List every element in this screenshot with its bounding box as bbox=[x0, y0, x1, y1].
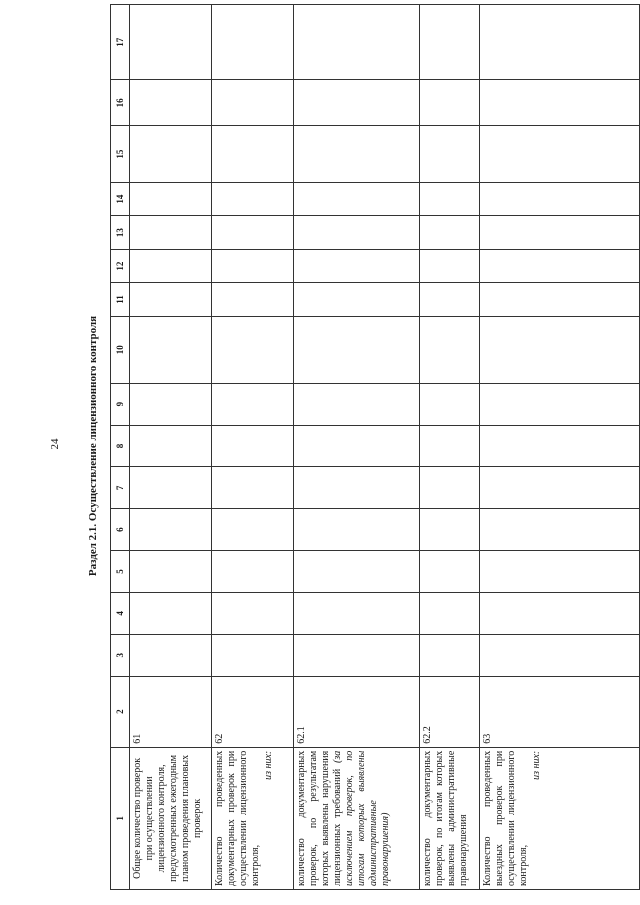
data-cell[interactable] bbox=[420, 592, 480, 634]
row-label-cell bbox=[130, 747, 212, 889]
data-cell[interactable] bbox=[294, 592, 420, 634]
data-cell[interactable] bbox=[480, 509, 640, 551]
page-number: 24 bbox=[49, 438, 61, 450]
data-cell[interactable] bbox=[212, 316, 294, 383]
data-cell[interactable] bbox=[212, 383, 294, 425]
row-code: 62 bbox=[212, 676, 294, 747]
data-cell[interactable] bbox=[480, 126, 640, 182]
table-row bbox=[212, 5, 294, 890]
data-cell[interactable] bbox=[130, 509, 212, 551]
report-table-canvas bbox=[110, 4, 640, 890]
data-cell[interactable] bbox=[130, 249, 212, 282]
row-sub-label: из них: bbox=[531, 750, 542, 780]
data-cell[interactable] bbox=[420, 283, 480, 316]
row-label: количество документарных проверок, по итогам которых выявлены административные правонарушения bbox=[422, 750, 469, 886]
data-cell[interactable] bbox=[212, 425, 294, 467]
data-cell[interactable] bbox=[420, 80, 480, 126]
header-cell: 10 bbox=[111, 316, 130, 383]
row-sub-label: из них: bbox=[263, 750, 274, 780]
data-cell[interactable] bbox=[212, 182, 294, 215]
header-cell: 2 bbox=[111, 676, 130, 747]
row-label: количество документарных проверок, по результатам которых выявлены нарушения лицензионных требований bbox=[296, 750, 343, 886]
data-cell[interactable] bbox=[212, 634, 294, 676]
data-cell[interactable] bbox=[212, 467, 294, 509]
data-cell[interactable] bbox=[480, 383, 640, 425]
header-cell: 17 bbox=[111, 5, 130, 80]
data-cell[interactable] bbox=[294, 182, 420, 215]
data-cell[interactable] bbox=[480, 182, 640, 215]
data-cell[interactable] bbox=[480, 634, 640, 676]
header-cell: 4 bbox=[111, 592, 130, 634]
data-cell[interactable] bbox=[294, 316, 420, 383]
data-cell[interactable] bbox=[480, 80, 640, 126]
data-cell[interactable] bbox=[130, 383, 212, 425]
header-cell: 3 bbox=[111, 634, 130, 676]
data-cell[interactable] bbox=[212, 80, 294, 126]
data-cell[interactable] bbox=[420, 383, 480, 425]
data-cell[interactable] bbox=[420, 5, 480, 80]
data-cell[interactable] bbox=[130, 551, 212, 593]
data-cell[interactable] bbox=[420, 182, 480, 215]
data-cell[interactable] bbox=[420, 634, 480, 676]
data-cell[interactable] bbox=[294, 509, 420, 551]
row-code: 61 bbox=[130, 676, 212, 747]
header-cell: 6 bbox=[111, 509, 130, 551]
data-cell[interactable] bbox=[420, 249, 480, 282]
data-cell[interactable] bbox=[294, 634, 420, 676]
data-cell[interactable] bbox=[212, 283, 294, 316]
data-cell[interactable] bbox=[294, 216, 420, 249]
data-cell[interactable] bbox=[212, 551, 294, 593]
header-cell: 16 bbox=[111, 80, 130, 126]
data-cell[interactable] bbox=[420, 551, 480, 593]
row-label: Общее количество проверок при осуществлении лицензионного контроля, предусмотренных ежегодным планом проведения плановых проверок bbox=[132, 754, 203, 882]
table-row bbox=[480, 5, 640, 890]
data-cell[interactable] bbox=[420, 467, 480, 509]
data-cell[interactable] bbox=[130, 467, 212, 509]
data-cell[interactable] bbox=[420, 126, 480, 182]
data-cell[interactable] bbox=[130, 80, 212, 126]
data-cell[interactable] bbox=[130, 283, 212, 316]
header-cell: 5 bbox=[111, 551, 130, 593]
data-cell[interactable] bbox=[130, 592, 212, 634]
header-cell: 11 bbox=[111, 283, 130, 316]
data-cell[interactable] bbox=[130, 425, 212, 467]
data-cell[interactable] bbox=[130, 182, 212, 215]
row-label: Количество проведенных выездных проверок при осуществлении лицензионного контроля, bbox=[482, 750, 529, 886]
row-code: 62.2 bbox=[420, 676, 480, 747]
data-cell[interactable] bbox=[480, 592, 640, 634]
data-cell[interactable] bbox=[130, 634, 212, 676]
data-cell[interactable] bbox=[480, 551, 640, 593]
row-code: 62.1 bbox=[294, 676, 420, 747]
data-cell[interactable] bbox=[294, 551, 420, 593]
table-row bbox=[420, 5, 480, 890]
data-cell[interactable] bbox=[420, 509, 480, 551]
row-label-cell bbox=[294, 747, 420, 889]
data-cell[interactable] bbox=[130, 216, 212, 249]
data-cell[interactable] bbox=[420, 316, 480, 383]
data-cell[interactable] bbox=[420, 425, 480, 467]
table-row bbox=[130, 5, 212, 890]
data-cell[interactable] bbox=[480, 467, 640, 509]
row-label-cell bbox=[480, 747, 640, 889]
data-cell[interactable] bbox=[294, 383, 420, 425]
header-cell: 7 bbox=[111, 467, 130, 509]
data-cell[interactable] bbox=[294, 425, 420, 467]
row-label-cell bbox=[420, 747, 480, 889]
data-cell[interactable] bbox=[294, 5, 420, 80]
row-italic-note: (за исключением проверок, по итогам которых выявлены административные правонарушения) bbox=[332, 750, 391, 886]
header-cell: 15 bbox=[111, 126, 130, 182]
data-cell[interactable] bbox=[130, 316, 212, 383]
header-row bbox=[111, 5, 130, 890]
data-cell[interactable] bbox=[294, 467, 420, 509]
data-cell[interactable] bbox=[480, 316, 640, 383]
data-cell[interactable] bbox=[294, 283, 420, 316]
data-cell[interactable] bbox=[130, 5, 212, 80]
table-row bbox=[294, 5, 420, 890]
header-cell: 12 bbox=[111, 249, 130, 282]
row-label-cell bbox=[212, 747, 294, 889]
header-cell: 9 bbox=[111, 383, 130, 425]
header-cell: 8 bbox=[111, 425, 130, 467]
data-cell[interactable] bbox=[480, 425, 640, 467]
report-table-wrapper bbox=[110, 4, 640, 890]
data-cell[interactable] bbox=[212, 509, 294, 551]
row-code: 63 bbox=[480, 676, 640, 747]
data-cell[interactable] bbox=[480, 5, 640, 80]
report-table bbox=[110, 4, 640, 890]
data-cell[interactable] bbox=[480, 249, 640, 282]
data-cell[interactable] bbox=[212, 126, 294, 182]
header-cell: 1 bbox=[111, 747, 130, 889]
section-title: Раздел 2.1. Осуществление лицензионного контроля bbox=[87, 315, 99, 577]
data-cell[interactable] bbox=[212, 592, 294, 634]
header-cell: 13 bbox=[111, 216, 130, 249]
data-cell[interactable] bbox=[212, 249, 294, 282]
data-cell[interactable] bbox=[294, 249, 420, 282]
data-cell[interactable] bbox=[480, 216, 640, 249]
data-cell[interactable] bbox=[212, 216, 294, 249]
data-cell[interactable] bbox=[294, 126, 420, 182]
data-cell[interactable] bbox=[212, 5, 294, 80]
data-cell[interactable] bbox=[294, 80, 420, 126]
row-label: Количество проведенных документарных проверок при осуществлении лицензионного контроля, bbox=[214, 750, 261, 886]
data-cell[interactable] bbox=[480, 283, 640, 316]
data-cell[interactable] bbox=[130, 126, 212, 182]
header-cell: 14 bbox=[111, 182, 130, 215]
data-cell[interactable] bbox=[420, 216, 480, 249]
